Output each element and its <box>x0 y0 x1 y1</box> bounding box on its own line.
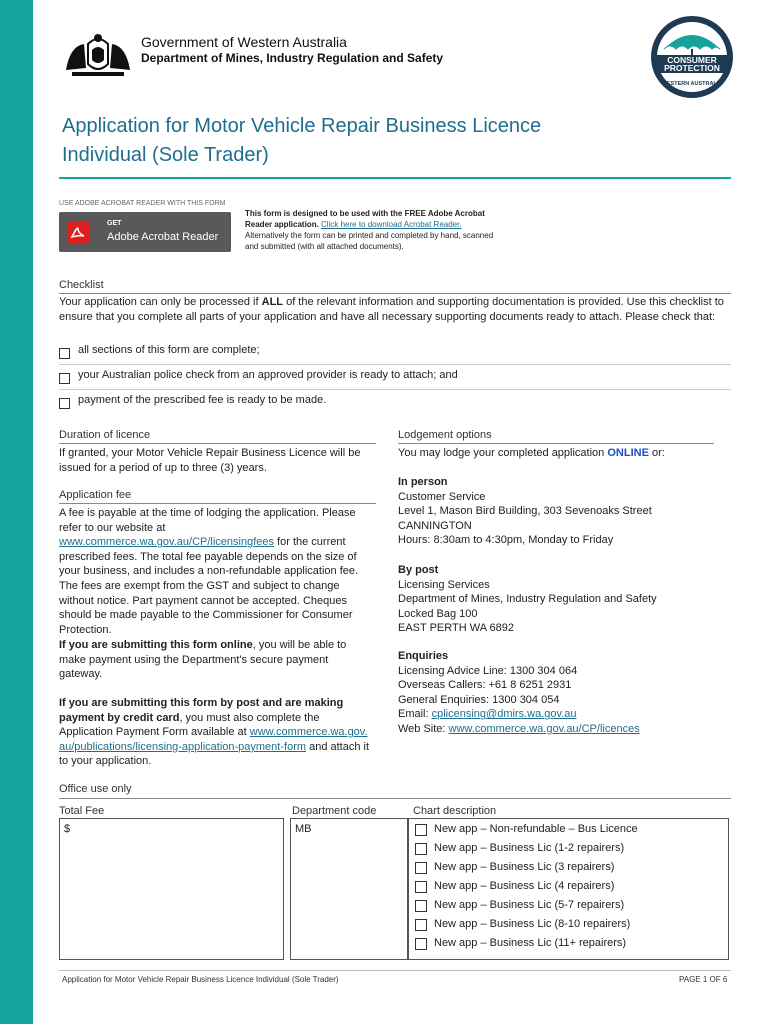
divider <box>59 364 731 365</box>
acrobat-info-bold: This form is designed to be used with the FREE Adobe Acrobat Reader application. <box>245 209 485 229</box>
svg-text:CONSUMER: CONSUMER <box>667 55 717 65</box>
payment-form-link[interactable]: www.commerce.wa.gov.au/publications/licensing-application-payment-form <box>59 726 368 753</box>
checklist-item-label: payment of the prescribed fee is ready to be made. <box>78 394 327 406</box>
duration-rule <box>59 443 376 444</box>
lodgement-rule <box>398 443 714 444</box>
checkbox[interactable] <box>415 900 427 912</box>
checkbox[interactable] <box>415 938 427 950</box>
checkbox[interactable] <box>415 843 427 855</box>
in-person-heading: In person <box>398 476 448 488</box>
website-link[interactable]: www.commerce.wa.gov.au/CP/licences <box>448 722 640 735</box>
checklist-item <box>59 394 731 414</box>
svg-text:WESTERN AUSTRALIA: WESTERN AUSTRALIA <box>661 81 723 87</box>
fee-paragraph-3: If you are submitting this form by post and are making payment by credit card, you must also complete the Application Payment Form available at www.commerce.wa.gov.au/publications/licensing-application-payment-form and attach it to your application. <box>59 697 370 768</box>
duration-text: If granted, your Motor Vehicle Repair Business Licence will be issued for a period of up to three (3) years. <box>59 447 361 474</box>
licensing-fees-link[interactable]: www.commerce.wa.gov.au/CP/licensingfees <box>59 536 274 549</box>
checklist-item <box>59 369 731 389</box>
acrobat-note: USE ADOBE ACROBAT READER WITH THIS FORM <box>59 200 226 207</box>
lodgement-intro: You may lodge your completed application ONLINE or: <box>398 447 665 459</box>
form-title <box>62 112 682 170</box>
checklist-items <box>59 344 731 414</box>
checkbox[interactable] <box>59 373 70 384</box>
chart-option-label: New app – Non-refundable – Bus Licence <box>434 823 638 835</box>
in-person-block: In person Customer Service Level 1, Mason Bird Building, 303 Sevenoaks Street CANNINGTON Hours: 8:30am to 4:30pm, Monday to Friday <box>398 476 652 547</box>
total-fee-field[interactable] <box>59 818 284 960</box>
fee-rule <box>59 503 376 504</box>
acrobat-info-rest: Alternatively the form can be printed and completed by hand, scanned and submitted (with all attached documents). <box>245 231 494 251</box>
government-name: Government of Western Australia <box>141 34 347 50</box>
checklist-rule <box>59 293 731 294</box>
total-fee-label: Total Fee <box>59 805 105 817</box>
department-code-label: Department code <box>292 805 377 817</box>
department-code-value: MB <box>295 823 312 835</box>
checkbox[interactable] <box>59 348 70 359</box>
consumer-protection-logo <box>650 15 734 99</box>
acrobat-info <box>245 208 505 252</box>
chart-option-label: New app – Business Lic (3 repairers) <box>434 861 615 873</box>
checklist-heading: Checklist <box>59 279 104 291</box>
chart-option-label: New app – Business Lic (1-2 repairers) <box>434 842 625 854</box>
by-post-block: By post Licensing Services Department of Mines, Industry Regulation and Safety Locked Bag 100 EAST PERTH WA 6892 <box>398 564 657 635</box>
chart-description-label: Chart description <box>413 805 497 817</box>
online-link[interactable]: ONLINE <box>607 447 649 459</box>
checklist-item <box>59 344 731 364</box>
department-code-field[interactable] <box>290 818 408 960</box>
checklist-intro: Your application can only be processed if ALL of the relevant information and supporting documentation is provided. Use this checklist to ensure that you complete all parts of your application and have all necessary supporting documents ready to attach. Please check that: <box>59 296 724 323</box>
checkbox[interactable] <box>415 862 427 874</box>
acrobat-button-label: Adobe Acrobat Reader <box>107 231 219 243</box>
checkbox[interactable] <box>59 398 70 409</box>
chart-option-label: New app – Business Lic (11+ repairers) <box>434 937 627 949</box>
checklist-item-label: your Australian police check from an approved provider is ready to attach; and <box>78 369 458 381</box>
checkbox[interactable] <box>415 881 427 893</box>
duration-heading: Duration of licence <box>59 429 151 441</box>
chart-option-label: New app – Business Lic (5-7 repairers) <box>434 899 625 911</box>
footer-rule <box>59 970 731 971</box>
get-acrobat-reader-button[interactable] <box>59 212 231 252</box>
checkbox[interactable] <box>415 919 427 931</box>
page-number: PAGE 1 OF 6 <box>679 975 728 984</box>
footer-title: Application for Motor Vehicle Repair Business Licence Individual (Sole Trader) <box>62 975 339 984</box>
lodgement-heading: Lodgement options <box>398 429 492 441</box>
fee-paragraph-1: A fee is payable at the time of lodging the application. Please refer to our website at www.commerce.wa.gov.au/CP/licensingfees for the current prescribed fees. The total fee payable depends on the size of your business, and includes a non-refundable application fee. The fees are exempt from the GST and subject to change without notice. Part payment cannot be accepted. Cheques should be made payable to the Commissioner for Consumer Protection. <box>59 507 359 636</box>
office-use-rule <box>59 798 731 799</box>
checkbox[interactable] <box>415 824 427 836</box>
form-title-line2: Individual (Sole Trader) <box>62 144 269 166</box>
by-post-heading: By post <box>398 564 439 576</box>
title-divider <box>59 177 731 179</box>
download-acrobat-link[interactable]: Click here to download Acrobat Reader. <box>321 220 462 229</box>
pdf-icon <box>67 221 89 243</box>
chart-option-label: New app – Business Lic (4 repairers) <box>434 880 615 892</box>
fee-heading: Application fee <box>59 489 132 501</box>
fee-paragraph-2: If you are submitting this form online, you will be able to make payment using the Department's secure payment gateway. <box>59 639 347 681</box>
chart-option-label: New app – Business Lic (8-10 repairers) <box>434 918 631 930</box>
divider <box>59 389 731 390</box>
total-fee-value: $ <box>64 823 71 835</box>
form-title-line1: Application for Motor Vehicle Repair Business Licence <box>62 115 542 137</box>
checklist-item-label: all sections of this form are complete; <box>78 344 260 356</box>
email-link[interactable]: cplicensing@dmirs.wa.gov.au <box>431 708 577 721</box>
acrobat-button-get: GET <box>107 220 122 227</box>
office-use-heading: Office use only <box>59 783 132 795</box>
wa-coat-of-arms-logo <box>62 30 134 80</box>
department-name: Department of Mines, Industry Regulation and Safety <box>141 51 444 65</box>
enquiries-block: Enquiries Licensing Advice Line: 1300 304 064 Overseas Callers: +61 8 6251 2931 General Enquiries: 1300 304 054 Email: cplicensing@dmirs.wa.gov.au Web Site: www.commerce.wa.gov.au/CP/licences <box>398 650 640 735</box>
enquiries-heading: Enquiries <box>398 650 449 662</box>
left-accent-bar <box>0 0 33 1024</box>
svg-text:PROTECTION: PROTECTION <box>664 63 720 73</box>
